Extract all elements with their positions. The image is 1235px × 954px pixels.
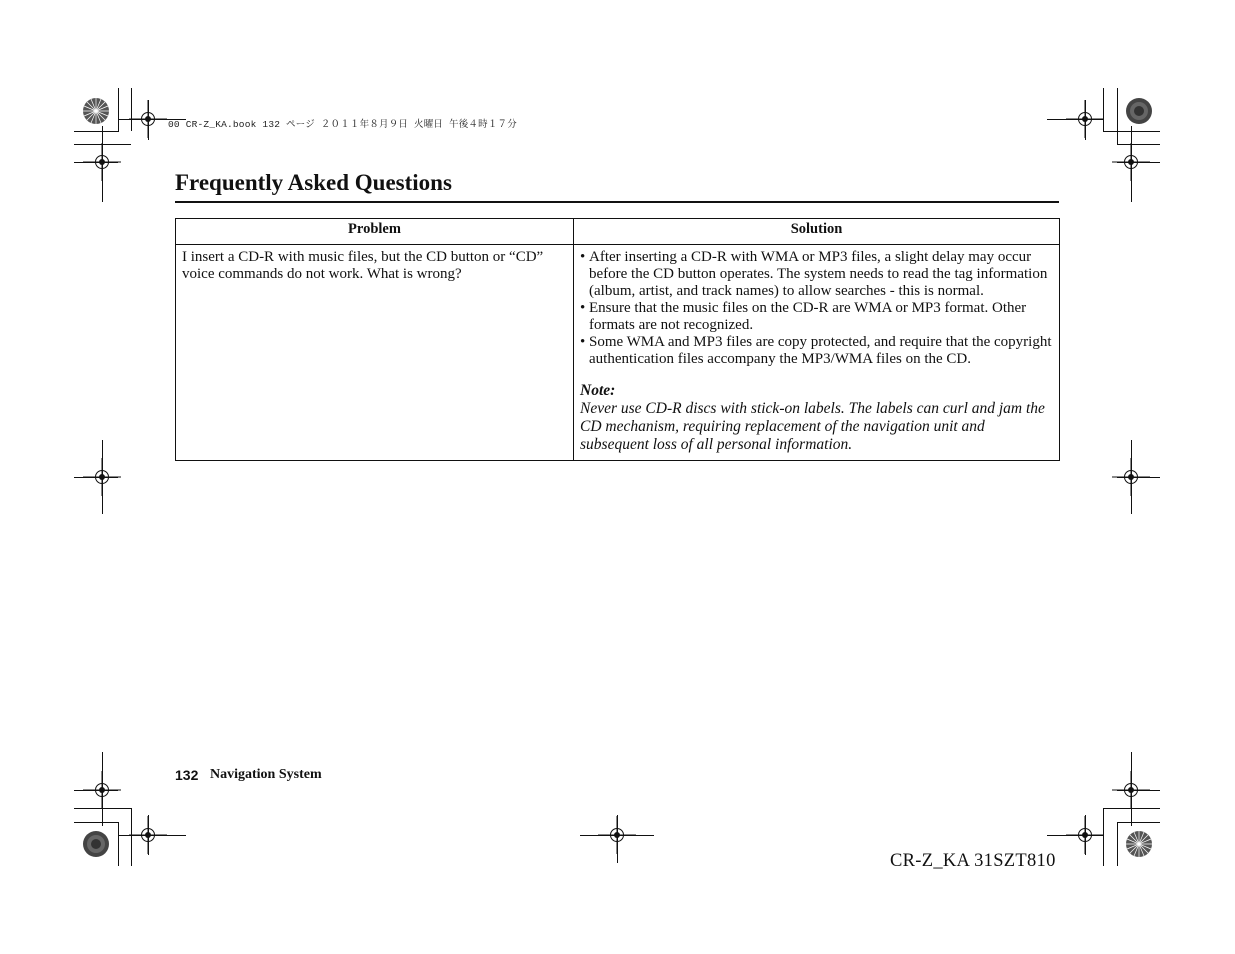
solution-column-header: Solution bbox=[574, 219, 1060, 245]
crop-line bbox=[1117, 822, 1160, 823]
list-item bbox=[580, 334, 1053, 368]
bullet-icon: • bbox=[580, 249, 586, 265]
list-item bbox=[580, 249, 1053, 300]
crop-line bbox=[1117, 822, 1118, 866]
solution-text: After inserting a CD-R with WMA or MP3 files, a slight delay may occur before the CD button operates. The system needs to read the tag information (album, artist, and track names) to allow searches - this is normal. bbox=[589, 249, 1048, 299]
table-row bbox=[176, 245, 1060, 461]
print-header: 00 CR-Z_KA.book 132 ページ ２０１１年８月９日 火曜日 午後４時１７分 bbox=[168, 119, 517, 130]
faq-table bbox=[175, 218, 1060, 461]
page-number: 132 bbox=[175, 767, 199, 783]
title-rule bbox=[175, 201, 1059, 203]
section-name: Navigation System bbox=[210, 767, 322, 782]
registration-crosshair-icon bbox=[137, 824, 159, 846]
crop-line bbox=[1117, 144, 1160, 145]
crop-line bbox=[131, 808, 132, 866]
color-registration-star-icon bbox=[1125, 830, 1153, 858]
crop-line bbox=[74, 131, 118, 132]
problem-cell: I insert a CD-R with music files, but the CD button or “CD” voice commands do not work. What is wrong? bbox=[176, 245, 574, 461]
crop-line bbox=[1117, 88, 1118, 144]
registration-crosshair-icon bbox=[1120, 466, 1142, 488]
registration-crosshair-icon bbox=[1074, 824, 1096, 846]
registration-crosshair-icon bbox=[1120, 779, 1142, 801]
crop-line bbox=[1103, 88, 1104, 132]
color-registration-star-icon bbox=[82, 830, 110, 858]
registration-crosshair-icon bbox=[91, 151, 113, 173]
bullet-icon: • bbox=[580, 300, 586, 316]
solution-cell bbox=[574, 245, 1060, 461]
solution-text: Some WMA and MP3 files are copy protected, and require that the copyright authentication files accompany the MP3/WMA files on the CD. bbox=[589, 334, 1052, 367]
note-label: Note: bbox=[580, 382, 616, 399]
list-item bbox=[580, 300, 1053, 334]
note-text: Never use CD-R discs with stick-on labels. The labels can curl and jam the CD mechanism, requiring replacement of the navigation unit and subsequent loss of all personal information. bbox=[580, 400, 1045, 453]
problem-column-header: Problem bbox=[176, 219, 574, 245]
solution-list bbox=[580, 249, 1053, 368]
note-block bbox=[580, 382, 1053, 454]
registration-crosshair-icon bbox=[137, 108, 159, 130]
color-registration-star-icon bbox=[1125, 97, 1153, 125]
document-code: CR-Z_KA 31SZT810 bbox=[890, 851, 1056, 871]
registration-crosshair-icon bbox=[91, 466, 113, 488]
bullet-icon: • bbox=[580, 334, 586, 350]
crop-line bbox=[118, 88, 119, 132]
crop-line bbox=[1103, 808, 1104, 866]
page-title: Frequently Asked Questions bbox=[175, 170, 452, 195]
registration-crosshair-icon bbox=[1074, 108, 1096, 130]
crop-line bbox=[131, 88, 132, 131]
registration-crosshair-icon bbox=[606, 824, 628, 846]
solution-text: Ensure that the music files on the CD-R are WMA or MP3 format. Other formats are not recognized. bbox=[589, 300, 1027, 333]
crop-line bbox=[74, 822, 118, 823]
crop-line bbox=[118, 822, 119, 866]
color-registration-star-icon bbox=[82, 97, 110, 125]
table-header-row bbox=[176, 219, 1060, 245]
registration-crosshair-icon bbox=[91, 779, 113, 801]
registration-crosshair-icon bbox=[1120, 151, 1142, 173]
